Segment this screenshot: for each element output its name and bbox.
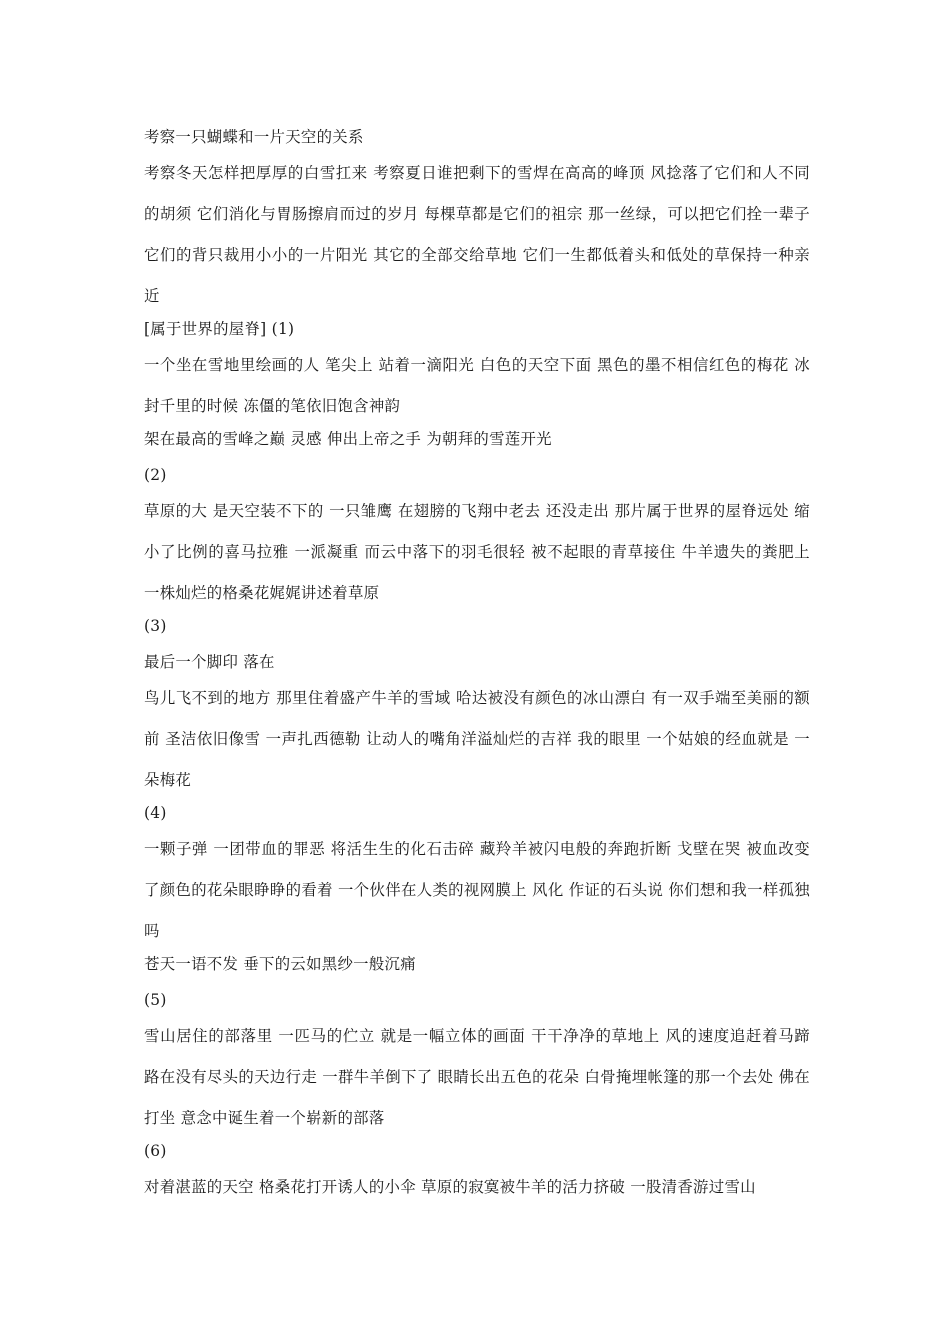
- section-3-line: 最后一个脚印 落在: [144, 653, 275, 671]
- poem-body: [144, 124, 810, 1207]
- section-2-number: (2): [144, 466, 167, 484]
- section-3-number: (3): [144, 617, 167, 635]
- intro-paragraph: 考察冬天怎样把厚厚的白雪扛来 考察夏日谁把剩下的雪焊在高高的峰顶 风捻落了它们和人不同的胡须 它们消化与胃肠擦肩而过的岁月 每棵草都是它们的祖宗 那一丝绿，可以把它们拴一辈子 它们的背只裁用小小的一片阳光 其它的全部交给草地 它们一生都低着头和低处的草保持一种亲近: [144, 164, 810, 305]
- section-heading: [属于世界的屋脊] (1): [144, 320, 295, 338]
- poem-title: 考察一只蝴蝶和一片天空的关系: [144, 128, 364, 146]
- section-6-number: (6): [144, 1142, 167, 1160]
- section-1-paragraph-1: 一个坐在雪地里绘画的人 笔尖上 站着一滴阳光 白色的天空下面 黑色的墨不相信红色的梅花 冰封千里的时候 冻僵的笔依旧饱含神韵: [144, 356, 810, 415]
- section-4-number: (4): [144, 804, 167, 822]
- section-4-paragraph-1: 一颗子弹 一团带血的罪恶 将活生生的化石击碎 藏羚羊被闪电般的奔跑折断 戈壁在哭 被血改变了颜色的花朵眼睁睁的看着 一个伙伴在人类的视网膜上 风化 作证的石头说 你们想和我一样孤独吗: [144, 840, 810, 940]
- section-4-paragraph-2: 苍天一语不发 垂下的云如黑纱一般沉痛: [144, 955, 416, 973]
- section-5-paragraph: 雪山居住的部落里 一匹马的伫立 就是一幅立体的画面 干干净净的草地上 风的速度追赶着马蹄 路在没有尽头的天边行走 一群牛羊倒下了 眼睛长出五色的花朵 白骨掩埋帐篷的那一个去处 佛在打坐 意念中诞生着一个崭新的部落: [144, 1027, 810, 1127]
- section-1-paragraph-2: 架在最高的雪峰之巅 灵感 伸出上帝之手 为朝拜的雪莲开光: [144, 430, 552, 448]
- section-3-paragraph: 鸟儿飞不到的地方 那里住着盛产牛羊的雪域 哈达被没有颜色的冰山漂白 有一双手端至美丽的额前 圣洁依旧像雪 一声扎西德勒 让动人的嘴角洋溢灿烂的吉祥 我的眼里 一个姑娘的经血就是 一朵梅花: [144, 689, 810, 789]
- section-2-paragraph: 草原的大 是天空装不下的 一只雏鹰 在翅膀的飞翔中老去 还没走出 那片属于世界的屋脊远处 缩小了比例的喜马拉雅 一派凝重 而云中落下的羽毛很轻 被不起眼的青草接住 牛羊遗失的粪肥上 一株灿烂的格桑花娓娓讲述着草原: [144, 502, 810, 602]
- section-6-paragraph: 对着湛蓝的天空 格桑花打开诱人的小伞 草原的寂寞被牛羊的活力挤破 一股清香游过雪山: [144, 1178, 756, 1196]
- section-5-number: (5): [144, 991, 167, 1009]
